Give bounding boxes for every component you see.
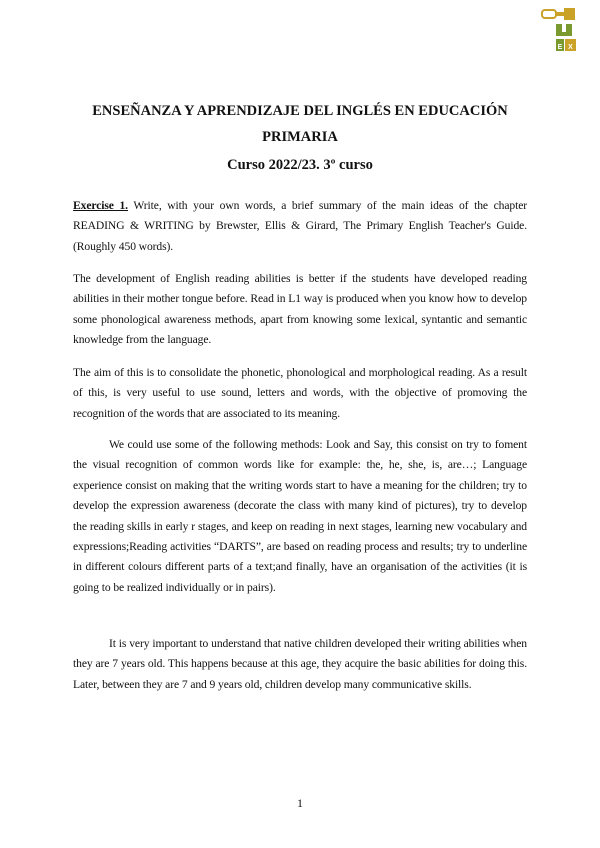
exercise-text: Write, with your own words, a brief summary of the main ideas of the chapter READING & WRITING by Brewster, Ellis & Girard, The Primary English Teacher's Guide. (Roughly 450 words). [73, 199, 527, 253]
course-subtitle: Curso 2022/23. 3º curso [227, 157, 373, 173]
exercise-paragraph [73, 196, 527, 257]
exercise-label: Exercise 1. [73, 199, 128, 212]
body-paragraph-4: It is very important to understand that native children developed their writing abilities when they are 7 years old. This happens because at this age, they acquire the basic abilities for doing this. Later, between they are 7 and 9 years old, children develop many communicative skills. [73, 637, 527, 691]
document-title: ENSEÑANZA Y APRENDIZAJE DEL INGLÉS EN EDUCACIÓN PRIMARIA [92, 103, 508, 145]
page-number: 1 [297, 796, 303, 810]
svg-text:X: X [568, 44, 573, 51]
university-logo-icon [538, 6, 578, 54]
svg-text:E: E [557, 44, 563, 51]
body-paragraph-1: The development of English reading abilities is better if the students have developed reading abilities in their mother tongue before. Read in L1 way is produced when you know how to develop some phonological awareness methods, apart from knowing some lexical, syntantic and semantic knowledge from the language. [73, 272, 527, 347]
university-logo [538, 6, 578, 54]
body-paragraph-2: The aim of this is to consolidate the phonetic, phonological and morphological reading. As a result of this, is very useful to use sound, letters and words, with the objective of promoving the recognition of the words that are associated to its meaning. [73, 366, 527, 420]
body-paragraph-3: We could use some of the following methods: Look and Say, this consist on try to foment the visual recognition of common words like for example: the, he, she, is, are…; Language experience consist on making that the writing words start to have a meaning for the children; try to develop the expression awareness (decorate the class with many kind of pictures), try to develop the reading skills in early r stages, and keep on reading in next stages, learning new vocabulary and expressions;Reading activities “DARTS”, are based on reading process and results; try to underline in different colours different parts of a text;and finally, have an organisation of the activities (it is going to be realized individually or in pairs). [73, 438, 527, 594]
